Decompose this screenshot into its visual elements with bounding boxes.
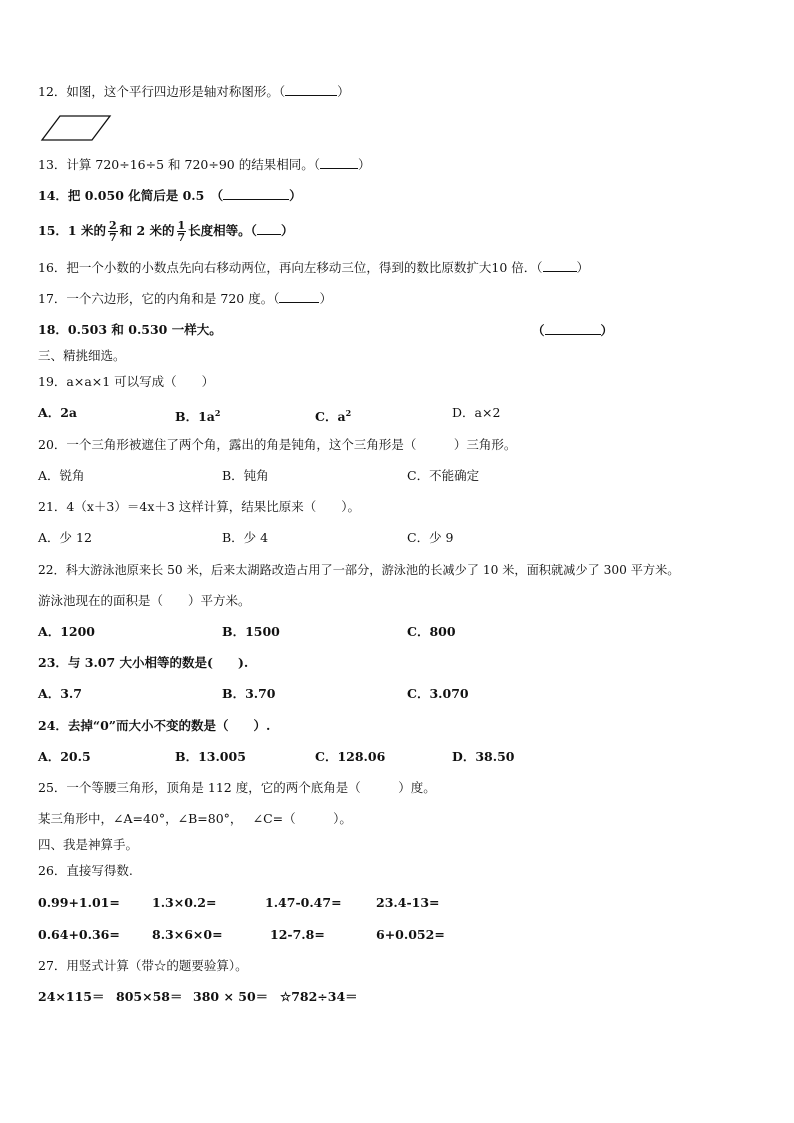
- calc-item: 0.99+1.01=: [38, 895, 120, 910]
- question-17-text: 17．一个六边形，它的内角和是 720 度。（: [38, 291, 280, 306]
- answer-blank[interactable]: [320, 156, 358, 169]
- q23-option-a[interactable]: A．3.7: [38, 686, 82, 701]
- calc-item: 6+0.052=: [376, 927, 445, 942]
- question-21: 21．4（x＋3）＝4x＋3 这样计算，结果比原来（ ）。: [38, 499, 361, 514]
- answer-blank[interactable]: [285, 83, 337, 96]
- q21-option-a[interactable]: A．少 12: [38, 530, 92, 545]
- question-19: 19．a×a×1 可以写成（ ）: [38, 374, 215, 389]
- q24-option-a[interactable]: A．20.5: [38, 749, 91, 764]
- question-18-text: 18．0.503 和 0.530 一样大。: [38, 322, 222, 337]
- answer-blank[interactable]: [223, 187, 289, 200]
- vertical-calc-item: 24×115＝: [38, 989, 105, 1004]
- q20-option-c[interactable]: C．不能确定: [407, 468, 480, 483]
- q24-option-d[interactable]: D．38.50: [452, 749, 515, 764]
- question-16-text: 16．把一个小数的小数点先向右移动两位，再向左移动三位，得到的数比原数扩大10 倍．（: [38, 260, 543, 275]
- bracket-open: （: [532, 323, 545, 338]
- q22-option-b[interactable]: B．1500: [222, 624, 280, 639]
- bracket-close: ）: [319, 291, 332, 306]
- vertical-calc-item: ☆782÷34＝: [280, 989, 358, 1004]
- question-15-mid: 和 2 米的: [119, 223, 175, 238]
- question-17: [38, 290, 332, 307]
- question-14: [38, 187, 302, 204]
- q20-option-a[interactable]: A．锐角: [38, 468, 85, 483]
- calc-item: 8.3×6×0=: [152, 927, 223, 942]
- calc-item: 23.4-13=: [376, 895, 440, 910]
- answer-blank[interactable]: [545, 322, 601, 335]
- bracket-close: ）: [600, 323, 614, 338]
- question-20: 20．一个三角形被遮住了两个角，露出的角是钝角，这个三角形是（ ）三角形。: [38, 437, 517, 452]
- answer-blank[interactable]: [257, 222, 281, 235]
- question-18: [38, 322, 222, 338]
- question-16: [38, 259, 589, 276]
- calc-item: 1.47-0.47=: [265, 895, 342, 910]
- q23-option-c[interactable]: C．3.070: [407, 686, 469, 701]
- fraction-2-7: $\frac{2}{7}$: [108, 219, 117, 244]
- question-15: [38, 218, 293, 244]
- question-13: [38, 156, 370, 173]
- bracket-close: ）: [289, 188, 302, 203]
- section-4-heading: 四、我是神算手。: [38, 837, 139, 852]
- q20-option-b[interactable]: B．钝角: [222, 468, 269, 483]
- bracket-close: ）: [576, 260, 590, 275]
- q19-option-c[interactable]: C．$a^2$: [315, 408, 352, 425]
- q22-option-a[interactable]: A．1200: [38, 624, 95, 639]
- question-27: 27．用竖式计算（带☆的题要验算）。: [38, 958, 248, 973]
- vertical-calc-item: 380 × 50＝: [193, 989, 269, 1004]
- section-3-heading: 三、精挑细选。: [38, 348, 126, 363]
- parallelogram-figure: [40, 114, 112, 142]
- calc-item: 0.64+0.36=: [38, 927, 120, 942]
- answer-blank[interactable]: [543, 259, 577, 272]
- question-24: 24．去掉“0”而大小不变的数是（ ）.: [38, 718, 271, 733]
- q24-option-b[interactable]: B．13.005: [175, 749, 246, 764]
- question-18-answer: [532, 322, 613, 339]
- q24-option-c[interactable]: C．128.06: [315, 749, 386, 764]
- triangle-question: 某三角形中，∠A=40°，∠B=80°， ∠C=（ ）。: [38, 811, 352, 826]
- bracket-close: ）: [280, 223, 294, 238]
- question-23: 23．与 3.07 大小相等的数是( ).: [38, 655, 249, 670]
- question-12-text: 12．如图，这个平行四边形是轴对称图形。（: [38, 84, 286, 99]
- question-15-pre: 15．1 米的: [38, 223, 106, 238]
- question-22-line-2: 游泳池现在的面积是（ ）平方米。: [38, 593, 251, 608]
- answer-blank[interactable]: [279, 290, 319, 303]
- fraction-1-7: $\frac{1}{7}$: [177, 219, 186, 244]
- calc-item: 1.3×0.2=: [152, 895, 217, 910]
- q19-option-b[interactable]: B．$1a^2$: [175, 408, 221, 425]
- question-13-text: 13．计算 720÷16÷5 和 720÷90 的结果相同。（: [38, 157, 320, 172]
- q22-option-c[interactable]: C．800: [407, 624, 456, 639]
- bracket-close: ）: [357, 157, 371, 172]
- vertical-calc-item: 805×58＝: [116, 989, 183, 1004]
- question-12: [38, 83, 350, 100]
- question-26: 26．直接写得数.: [38, 863, 133, 878]
- q21-option-b[interactable]: B．少 4: [222, 530, 269, 545]
- q21-option-c[interactable]: C．少 9: [407, 530, 454, 545]
- bracket-close: ）: [337, 84, 350, 99]
- q19-option-d[interactable]: D．a×2: [452, 405, 501, 420]
- calc-item: 12-7.8=: [270, 927, 325, 942]
- question-22-line-1: 22．科大游泳池原来长 50 米，后来太湖路改造占用了一部分，游泳池的长减少了 10 米，面积就减少了 300 平方米。: [38, 563, 680, 577]
- q23-option-b[interactable]: B．3.70: [222, 686, 276, 701]
- q19-option-a[interactable]: A．2a: [38, 405, 77, 420]
- question-15-post: 长度相等。（: [188, 223, 257, 238]
- question-14-text: 14．把 0.050 化简后是 0.5 （: [38, 188, 224, 203]
- question-25: 25．一个等腰三角形，顶角是 112 度，它的两个底角是（ ）度。: [38, 780, 436, 795]
